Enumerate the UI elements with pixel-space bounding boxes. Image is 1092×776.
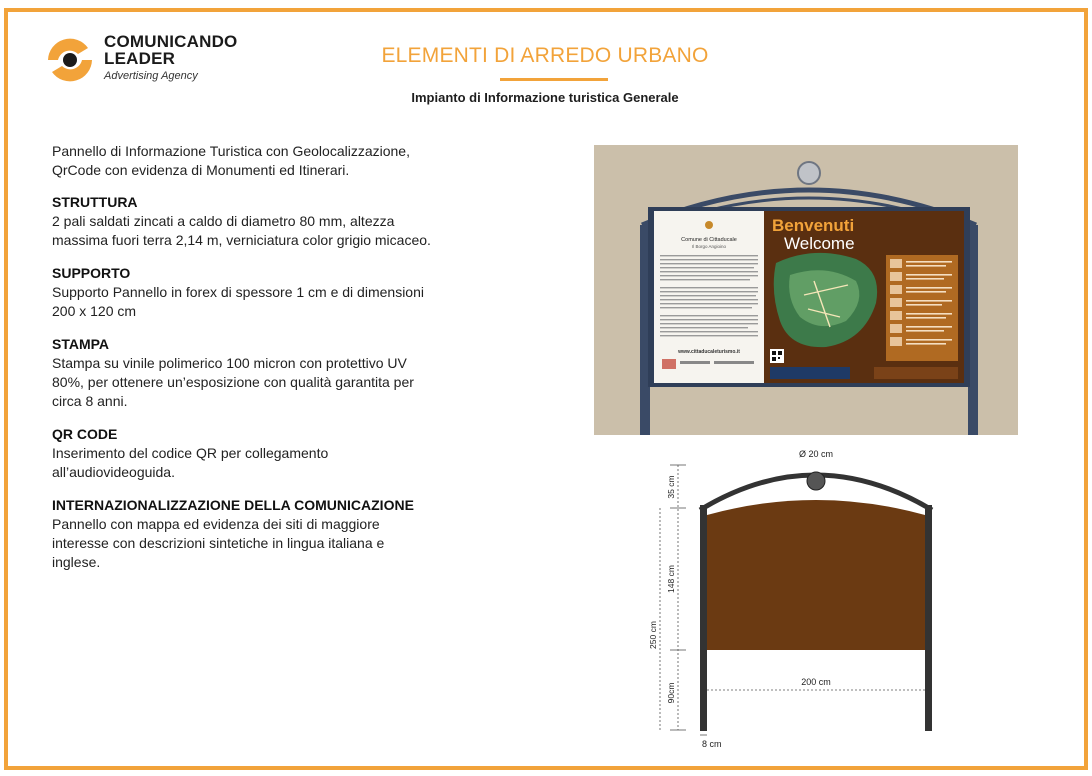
dim-base-height: 90cm [666, 682, 676, 704]
brand-tagline: Advertising Agency [104, 70, 198, 82]
intro-paragraph: Pannello di Informazione Turistica con Geolocalizzazione, QrCode con evidenza di Monumenti ed Itinerari. [52, 143, 410, 178]
description-column [52, 142, 432, 586]
section-heading: SUPPORTO [52, 265, 131, 281]
section-heading: QR CODE [52, 426, 118, 442]
section-struttura [52, 193, 432, 250]
title-underline [500, 78, 608, 81]
dim-total-height: 250 cm [648, 621, 658, 649]
section-body: Supporto Pannello in forex di spessore 1 cm e di dimensioni 200 x 120 cm [52, 284, 424, 319]
page-subtitle: Impianto di Informazione turistica Generale [411, 90, 679, 105]
brand-name-line1: COMUNICANDO [104, 32, 238, 51]
section-body: Inserimento del codice QR per collegamento all’audiovideoguida. [52, 445, 329, 480]
photo-panel-welcome-en: Welcome [784, 234, 855, 253]
dim-panel-height: 148 cm [666, 565, 676, 593]
dim-sphere: Ø 20 cm [798, 449, 834, 459]
section-supporto [52, 264, 432, 321]
brand-name-line2: LEADER [104, 49, 176, 68]
section-body: 2 pali saldati zincati a caldo di diametro 80 mm, altezza massima fuori terra 2,14 m, verniciatura color grigio micaceo. [52, 213, 431, 248]
photo-panel-subtitle: Il Borgo Angioino [691, 244, 727, 249]
technical-drawing [640, 445, 960, 755]
photo-panel-url: www.cittaducaleturismo.it [678, 349, 740, 355]
section-heading: STAMPA [52, 336, 110, 352]
brand-logo [40, 30, 260, 100]
section-body: Pannello con mappa ed evidenza dei siti di maggiore interesse con descrizioni sintetiche in lingua italiana e inglese. [52, 516, 385, 570]
dimension-drawing [640, 445, 960, 755]
logo-mark-icon [40, 30, 100, 90]
section-body: Stampa su vinile polimerico 100 micron con protettivo UV 80%, per ottenere un’esposizione con qualità garantita per circa 8 anni. [52, 355, 414, 409]
photo-panel-welcome-it: Benvenuti [772, 216, 855, 235]
section-internazionalizzazione [52, 496, 432, 572]
section-stampa [52, 335, 432, 411]
section-heading: INTERNAZIONALIZZAZIONE DELLA COMUNICAZIONE [52, 497, 414, 513]
page-title: ELEMENTI DI ARREDO URBANO [381, 44, 709, 67]
dim-post-width: 8 cm [702, 739, 722, 749]
photo-panel-title: Comune di Cittaducale [681, 237, 737, 243]
brand-name [104, 33, 237, 67]
panel-photo [594, 145, 1018, 435]
dim-top: 35 cm [666, 475, 676, 499]
section-qr-code [52, 425, 432, 482]
dim-width: 200 cm [801, 677, 831, 687]
section-heading: STRUTTURA [52, 194, 138, 210]
panel-photo-illustration [594, 145, 1018, 435]
